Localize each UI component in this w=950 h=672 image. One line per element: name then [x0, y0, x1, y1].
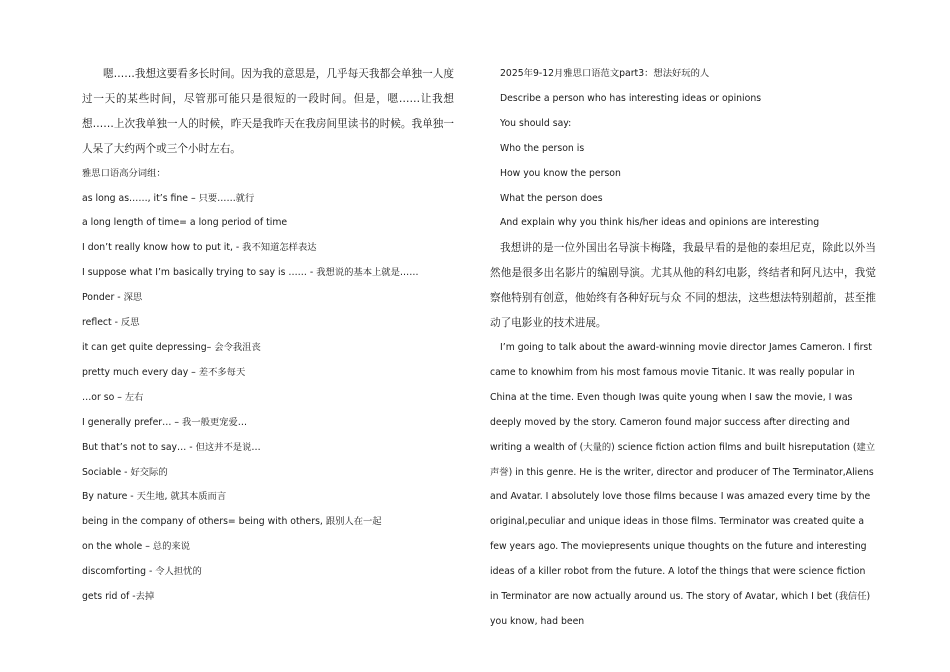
cue-card-line: You should say: [500, 117, 572, 129]
intro-paragraph: 嗯……我想这要看多长时间。因为我的意思是，几乎每天我都会单独一人度过一天的某些时间，尽管那可能只是很短的一段时间。但是，嗯……让我想想……上次我单独一人的时候，昨天是我昨天在我房间里读书的时候。我单独一人呆了大约两个或三个小时左右。 [82, 68, 454, 155]
vocab-heading: 雅思口语高分词组： [82, 167, 166, 179]
cue-card-line: And explain why you think his/her ideas and opinions are interesting [500, 217, 820, 229]
vocab-item: reflect - 反思 [82, 317, 140, 329]
vocab-item: discomforting - 令人担忧的 [82, 566, 202, 578]
vocab-item: a long length of time= a long period of time [82, 217, 288, 229]
vocab-item: …or so – 左右 [82, 391, 144, 403]
vocab-item: By nature - 天生地, 就其本质而言 [82, 491, 227, 503]
left-column [82, 62, 454, 610]
vocab-item: on the whole – 总的来说 [82, 541, 190, 553]
vocab-item: I suppose what I’m basically trying to say is …… - 我想说的基本上就是…… [82, 267, 419, 279]
cue-card-line: What the person does [500, 192, 603, 204]
vocab-item: I generally prefer… – 我一般更宠爱… [82, 416, 248, 428]
vocab-item: gets rid of -去掉 [82, 591, 155, 603]
vocab-item: pretty much every day – 差不多每天 [82, 366, 246, 378]
vocab-item: it can get quite depressing– 会令我沮丧 [82, 341, 261, 353]
cue-card-line: How you know the person [500, 167, 621, 179]
vocab-item: Sociable - 好交际的 [82, 466, 168, 478]
vocab-list [82, 187, 454, 610]
english-answer-paragraph: I’m going to talk about the award-winning movie director James Cameron. I first came to knowhim from his most famous movie Titanic. It was really popular in China at the time. Even though Iwas quite young when I saw the movie, I was deeply moved by the story. Cameron found major success after directing and writing a wealth of (大量的) science fiction action films and built hisreputation (建立声誉) in this genre. He is the writer, director and producer of The Terminator,Aliens and Avatar. I absolutely love those films because I was amazed every time by the original,peculiar and unique ideas in those films. Terminator was created quite a few years ago. The moviepresents unique thoughts on the future and interesting ideas of a killer robot from the future. A lotof the things that were science fiction in Terminator are now actually around us. The story of Avatar, which I bet (我信任) you know, had been [490, 341, 876, 627]
chinese-answer-paragraph: 我想讲的是一位外国出名导演卡梅隆，我最早看的是他的泰坦尼克，除此以外当然他是很多出名影片的编剧导演。尤其从他的科幻电影，终结者和阿凡达中，我觉察他特别有创意，他始终有各种好玩与众 不同的想法，这些想法特别超前，甚至推动了电影业的技术进展。 [490, 242, 876, 330]
vocab-item: as long as……, it’s fine – 只要……就行 [82, 192, 255, 204]
cue-card-line: Describe a person who has interesting ideas or opinions [500, 92, 762, 104]
vocab-item: being in the company of others= being with others, 跟别人在一起 [82, 516, 382, 528]
cue-card [490, 87, 876, 236]
essay-title: 2025年9-12月雅思口语范文part3：想法好玩的人 [500, 68, 710, 79]
right-column [490, 62, 876, 635]
vocab-item: Ponder - 深思 [82, 292, 143, 304]
vocab-item: But that’s not to say… - 但这并不是说… [82, 441, 261, 453]
vocab-item: I don’t really know how to put it, - 我不知道怎样表达 [82, 242, 317, 254]
cue-card-line: Who the person is [500, 142, 585, 154]
